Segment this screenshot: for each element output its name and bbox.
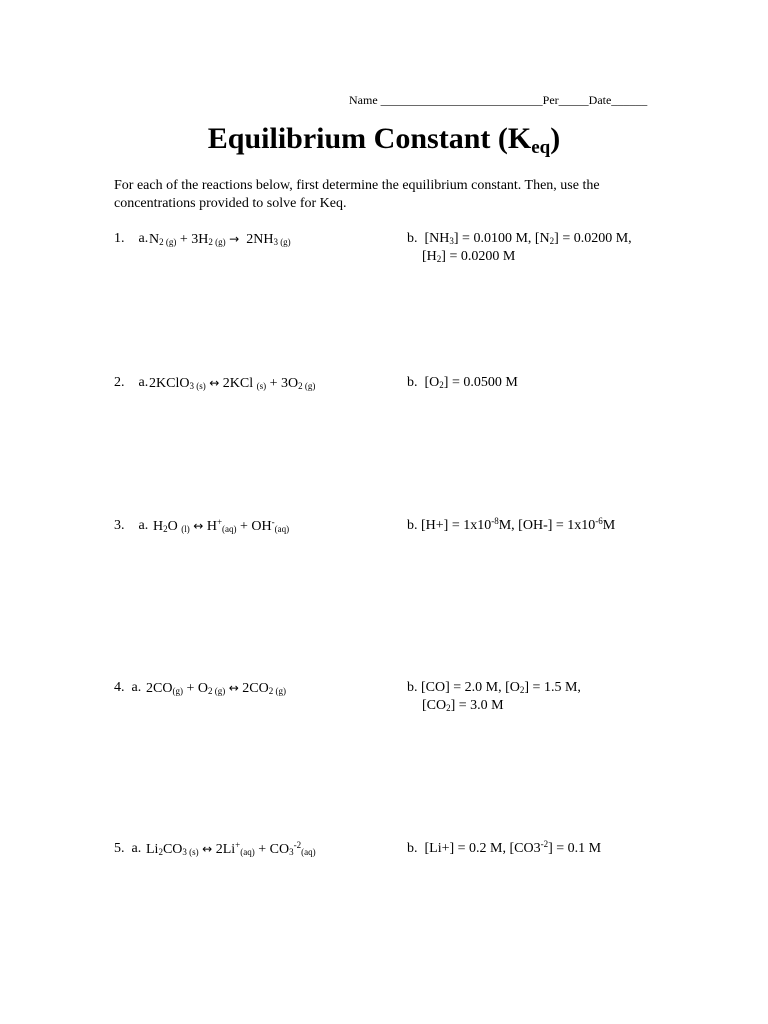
instructions: For each of the reactions below, first determine the equilibrium constant. Then, use the concentrations provided to solve for Keq.	[114, 178, 600, 211]
problem-number: 4. a.	[114, 680, 142, 695]
page-title	[0, 122, 768, 156]
problem-5-equation: $Li_2CO_{3 (s)}$ ↔ $2Li^+_{(aq)} + CO_3^{-2}_{(aq)}$	[146, 840, 316, 857]
problem-number: 1. a.	[114, 231, 149, 246]
title-subscript: eq	[531, 137, 551, 158]
problem-number: 3. a.	[114, 518, 149, 533]
problem-1-part-b: b. $[NH_3] = 0.0100$ M, $[N_2] = 0.0200$ M, $[H_2] = 0.0200$ M	[407, 231, 632, 264]
problem-3-part-b: b. $[H+] = 1x10^{-8}M$, $[OH-] = 1x10^{-6}M$	[407, 516, 616, 533]
problem-4-part-b: b. [CO] = 2.0 M, $[O_2] = 1.5$ M, $[CO_2] = 3.0$ M	[407, 680, 581, 713]
problem-number: 5. a.	[114, 841, 142, 856]
title-close: )	[550, 122, 561, 155]
title-main: Equilibrium Constant (K	[207, 122, 532, 155]
problem-2-equation: 2KClO$_{3 (s)}$ ↔ 2KCl $_{(s)} + 3O_{2 (g)}$	[149, 376, 316, 391]
problem-1-equation: $N_{2 (g)} + 3H_{2 (g)} \to 2NH_{3 (g)}$	[149, 232, 291, 247]
problem-5-part-b: b. [Li+] = 0.2 M, $[CO3^{-2}] = 0.1$ M	[407, 839, 602, 856]
problem-4-equation: $2CO_{(g)} + O_{2 (g)}$ ↔ $2CO_{2 (g)}$	[146, 681, 286, 696]
problem-number: 2. a.	[114, 375, 149, 390]
problem-2-part-b: b. $[O_2] = 0.0500$ M	[407, 375, 518, 390]
name-per-date-line: Name ___________________________Per_____Date______	[349, 93, 648, 107]
problem-3-equation: $H_2O$ $_{(l)}$ ↔ $H^+_{(aq)} + OH^-_{(aq)}$	[153, 517, 290, 534]
